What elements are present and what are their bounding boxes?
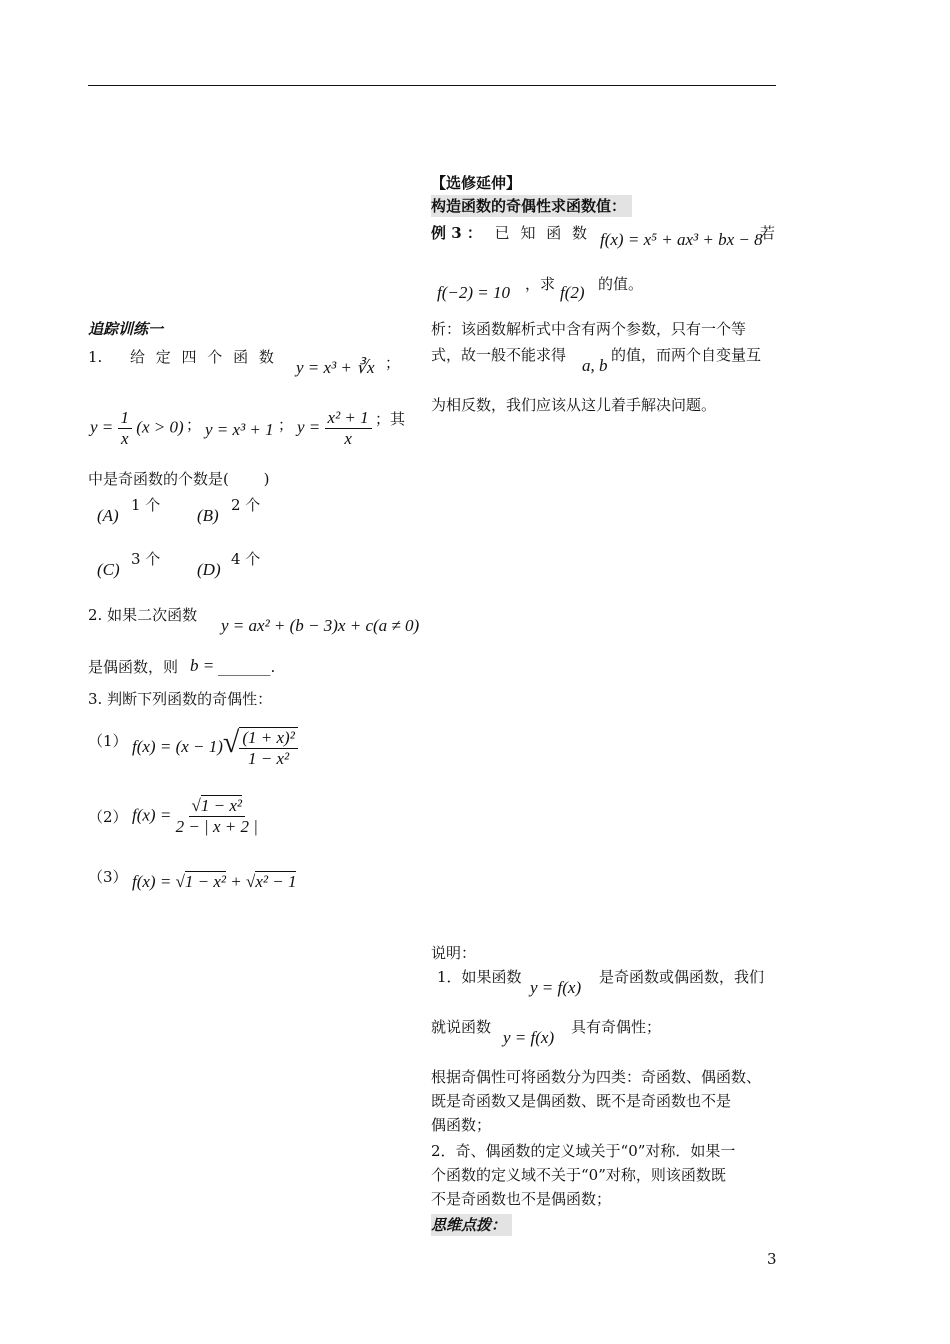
note-title: 说明： <box>431 944 477 962</box>
q3-2-num: √1 − x² <box>189 796 245 817</box>
option-d-label: (D) <box>197 560 221 579</box>
q1-func-4-den: x <box>344 429 352 448</box>
example-text-c: ，求 <box>525 275 556 293</box>
option-b-label: (B) <box>197 506 219 525</box>
option-b-text: 2 个 <box>231 496 261 514</box>
option-a-text: 1 个 <box>131 496 161 514</box>
example-text-b: 若 <box>760 224 776 242</box>
option-d-text: 4 个 <box>231 550 261 568</box>
q1-sep-2: ； <box>186 416 202 434</box>
q1-sep-3: ； <box>278 416 294 434</box>
note-3-line-3: 偶函数； <box>431 1116 492 1134</box>
q1-func-2-fraction <box>118 408 133 449</box>
q1-number: 1. <box>88 348 103 366</box>
analysis-line-2a: 式，故一般不能求得 <box>431 346 567 364</box>
example-target: f(2) <box>560 283 585 302</box>
q2-formula: y = ax² + (b − 3)x + c(a ≠ 0) <box>221 616 420 635</box>
q1-tail: ；其 <box>375 410 406 428</box>
sqrt-symbol: √ <box>222 726 240 759</box>
q1-func-3: y = x³ + 1 <box>205 420 274 439</box>
q3-1-label: （1） <box>88 732 128 750</box>
q3-1-fraction <box>239 727 297 769</box>
q1-sep-1: ； <box>385 354 401 372</box>
option-a-label: (A) <box>97 506 119 525</box>
option-c-label: (C) <box>97 560 120 579</box>
q3-3-label: （3） <box>88 868 128 886</box>
q3-3-radicand-1: 1 − x² <box>184 872 227 891</box>
note-1-formula: y = f(x) <box>530 978 582 997</box>
note-2-formula: y = f(x) <box>503 1028 555 1047</box>
thinking-title: 思维点拨： <box>431 1214 512 1236</box>
q2-line-2: 是偶函数，则 <box>88 658 179 676</box>
note-1a: 1．如果函数 <box>437 968 522 986</box>
q3-2-label: （2） <box>88 808 128 826</box>
q1-func-2-den: x <box>121 429 129 448</box>
q3-1-den: 1 − x² <box>248 749 290 769</box>
section-title: 【选修延伸】 <box>431 174 522 192</box>
note-3-line-1: 根据奇偶性可将函数分为四类：奇函数、偶函数、 <box>431 1068 762 1086</box>
q1-func-4-lhs: y = <box>297 417 321 437</box>
q1-func-1: y = x³ + ∛x <box>296 358 375 377</box>
q1-func-4-fraction <box>325 408 372 449</box>
analysis-line-1: 析：该函数解析式中含有两个参数，只有一个等 <box>431 320 747 338</box>
q2-text: 2. 如果二次函数 <box>88 606 198 624</box>
example-condition: f(−2) = 10 <box>437 283 510 302</box>
note-2b: 具有奇偶性； <box>571 1018 662 1036</box>
header-rule <box>88 85 776 86</box>
note-4-line-3: 不是奇函数也不是偶函数； <box>431 1190 612 1208</box>
q3-2-lhs: f(x) = <box>132 805 172 825</box>
q1-func-4 <box>297 408 372 449</box>
q3-2-num-radicand: 1 − x² <box>200 796 242 815</box>
q1-func-2 <box>90 408 184 449</box>
q1-func-4-num: x² + 1 <box>325 408 372 429</box>
example-formula: f(x) = x⁵ + ax³ + bx − 8 <box>600 230 763 249</box>
q3-3-plus: + <box>230 872 242 891</box>
example-text-a: 已 知 函 数 <box>494 224 590 242</box>
note-2a: 就说函数 <box>431 1018 492 1036</box>
q1-func-2-lhs: y = <box>90 417 114 437</box>
note-3-line-2: 既是奇函数又是偶函数、既不是奇函数也不是 <box>431 1092 732 1110</box>
note-4-line-2: 个函数的定义域不关于“0”对称，则该函数既 <box>431 1166 726 1184</box>
analysis-line-2b: 的值，而两个自变量互 <box>611 346 762 364</box>
analysis-ab: a, b <box>582 356 608 375</box>
analysis-line-3: 为相反数，我们应该从这儿着手解决问题。 <box>431 396 717 414</box>
note-1b: 是奇函数或偶函数，我们 <box>599 968 765 986</box>
q3-text: 3. 判断下列函数的奇偶性： <box>88 690 273 708</box>
q3-2-formula <box>132 796 258 837</box>
q1-func-2-num: 1 <box>118 408 133 429</box>
q1-line-3: 中是奇函数的个数是( ) <box>88 470 270 488</box>
example-text-d: 的值。 <box>598 275 644 293</box>
q2-b: b = <box>190 656 215 675</box>
q3-3-formula: f(x) = √1 − x² + √x² − 1 <box>132 872 297 891</box>
q1-text: 给 定 四 个 函 数 <box>130 348 277 366</box>
example-3 <box>431 222 590 244</box>
q3-1-formula <box>132 726 298 769</box>
q3-3-lhs: f(x) = <box>132 872 172 891</box>
q3-2-fraction <box>176 796 258 837</box>
option-c-text: 3 个 <box>131 550 161 568</box>
q3-1-lhs: f(x) = (x − 1) <box>132 737 223 756</box>
training-title: 追踪训练一 <box>88 320 164 338</box>
note-4-line-1: 2．奇、偶函数的定义域关于“0”对称．如果一 <box>431 1142 736 1160</box>
q3-2-den: 2 − | x + 2 | <box>175 817 258 836</box>
q3-1-num: (1 + x)² <box>239 728 297 749</box>
page-number: 3 <box>767 1250 777 1268</box>
q1-func-2-rest: (x > 0) <box>136 417 184 437</box>
subtitle: 构造函数的奇偶性求函数值： <box>431 195 632 217</box>
q2-blank: _______. <box>218 658 276 676</box>
q3-3-radicand-2: x² − 1 <box>255 872 297 891</box>
example-label: 例 3 ： <box>431 224 482 242</box>
